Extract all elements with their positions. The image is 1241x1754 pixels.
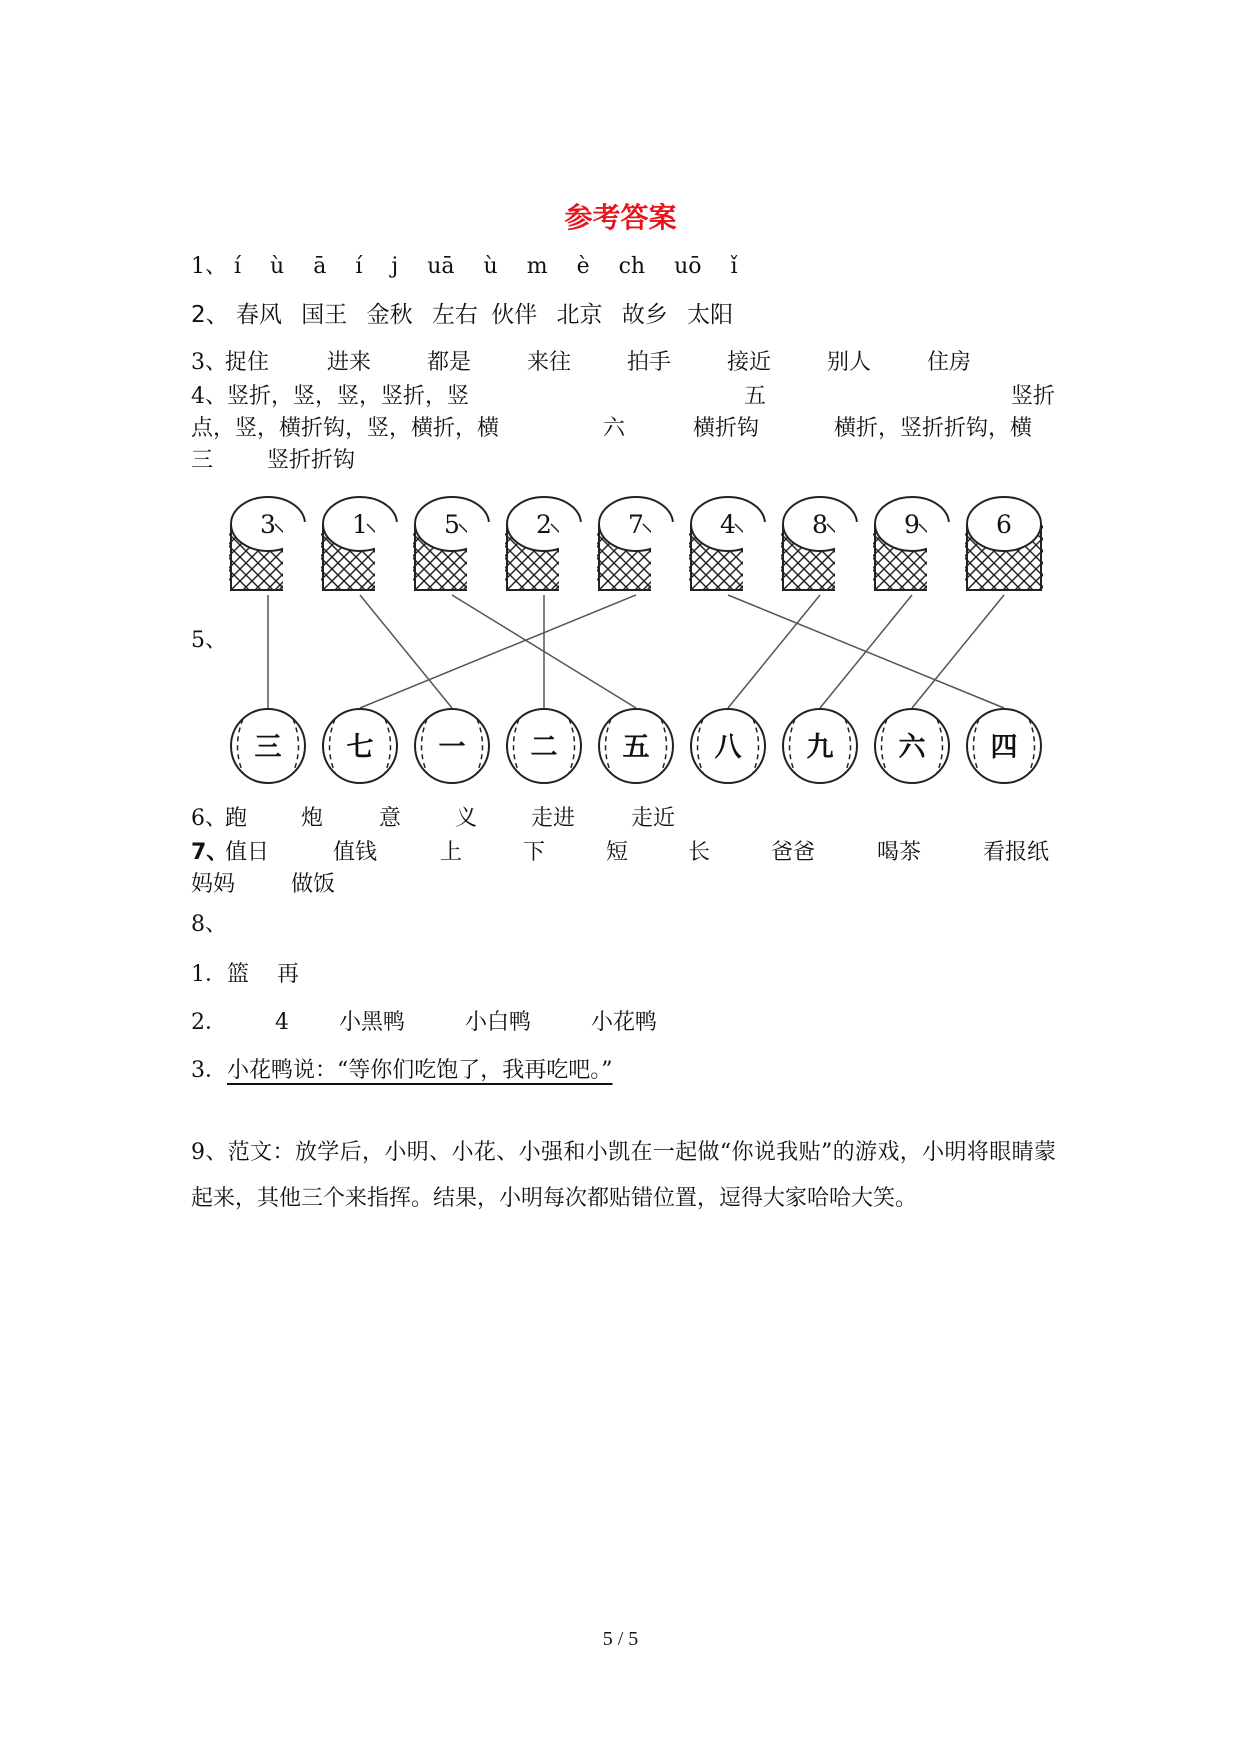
q8-sub-num: 3．	[191, 1058, 227, 1083]
q8-item: 篮	[227, 962, 250, 987]
q2-item: 金秋	[366, 302, 413, 328]
ball	[691, 709, 765, 783]
ball-character: 一	[438, 732, 466, 763]
page-title: 参考答案	[564, 201, 677, 234]
question-7-line-2	[191, 872, 336, 897]
q7-item: 爸爸	[771, 840, 816, 865]
q8-item: 再	[277, 962, 300, 987]
ball	[231, 709, 305, 783]
q7-item: 做饭	[291, 872, 336, 897]
basket-number: 6	[996, 510, 1012, 539]
q8-item: 4	[275, 1010, 289, 1035]
q7-item: 下	[523, 840, 546, 865]
q3-item: 进来	[327, 350, 372, 375]
basket-number: 8	[812, 510, 828, 539]
q4-text: 横折，竖折折钩，横	[834, 416, 1033, 441]
q2-item: 太阳	[687, 302, 734, 328]
match-line	[360, 595, 636, 708]
q3-item: 住房	[927, 350, 972, 375]
q6-item: 义	[455, 806, 478, 831]
q7-item: 短	[606, 840, 629, 865]
basket-number: 2	[536, 510, 552, 539]
q1-item: í	[355, 254, 363, 279]
match-line	[360, 595, 452, 708]
match-line	[912, 595, 1004, 708]
q8-item: 小花鸭	[591, 1010, 658, 1035]
q8-label: 8、	[191, 912, 227, 937]
q7-item: 长	[688, 840, 711, 865]
ball	[875, 709, 949, 783]
q1-item: ù	[270, 254, 285, 279]
ball	[323, 709, 397, 783]
q8-sub-2	[191, 1010, 658, 1035]
q6-item: 意	[379, 806, 402, 831]
basket-number: 4	[720, 510, 736, 539]
q9-label: 9、	[191, 1140, 228, 1165]
q4-text: 六	[603, 416, 626, 441]
q6-item: 走近	[631, 806, 676, 831]
q7-item: 上	[440, 840, 463, 865]
question-1	[191, 256, 760, 278]
basket-number: 7	[628, 510, 644, 539]
q8-item: 小白鸭	[465, 1010, 532, 1035]
q7-item: 妈妈	[191, 872, 236, 897]
q3-item: 捉住	[225, 350, 270, 375]
basket-number: 3	[260, 510, 276, 539]
q4-text: 三	[191, 448, 214, 473]
basket-number: 1	[352, 510, 368, 539]
q1-item: ǐ	[730, 254, 738, 279]
ball-character: 八	[714, 732, 742, 763]
q1-item: m	[526, 254, 548, 279]
ball-character: 七	[346, 732, 374, 763]
match-line	[728, 595, 820, 708]
q7-item: 喝茶	[877, 840, 922, 865]
basket-number: 9	[904, 510, 920, 539]
q8-sub-1	[191, 962, 300, 987]
question-6	[191, 806, 676, 831]
q8-sub-num: 2．	[191, 1010, 227, 1035]
q3-item: 都是	[427, 350, 472, 375]
q2-item: 春风	[235, 302, 282, 328]
q2-item: 北京	[556, 302, 603, 328]
q7-item: 值钱	[333, 840, 378, 865]
q4-text: 点，竖，横折钩，竖，横折，横	[191, 416, 500, 441]
ball-character: 五	[622, 732, 650, 763]
question-2	[191, 304, 745, 327]
q1-item: ā	[313, 254, 327, 279]
question-3	[191, 350, 972, 375]
q2-item: 国王	[301, 302, 348, 328]
q8-sub-3-answer: 小花鸭说：“等你们吃饱了，我再吃吧。”	[227, 1058, 613, 1083]
q4-text: 竖折折钩	[267, 448, 356, 473]
q6-item: 跑	[225, 806, 248, 831]
q3-item: 接近	[727, 350, 772, 375]
q2-item: 故乡	[621, 302, 668, 328]
q4-text: 横折钩	[693, 416, 760, 441]
q8-sub-3	[191, 1060, 613, 1082]
q1-item: í	[234, 254, 242, 279]
q3-label: 3、	[191, 350, 227, 375]
q9-essay: 范文：放学后，小明、小花、小强和小凯在一起做“你说我贴”的游戏，小明将眼睛蒙起来，其他三个来指挥。结果，小明每次都贴错位置，逗得大家哈哈大笑。	[191, 1140, 1057, 1211]
q3-item: 来往	[527, 350, 572, 375]
q4-text: 五	[744, 384, 767, 409]
q8-item: 小黑鸭	[339, 1010, 406, 1035]
ball	[507, 709, 581, 783]
ball	[783, 709, 857, 783]
ball-character: 二	[530, 732, 558, 763]
page-number: 5 / 5	[602, 1628, 639, 1650]
matching-diagram	[220, 492, 1060, 792]
q7-item: 看报纸	[983, 840, 1050, 865]
q7-label: 7、	[191, 840, 229, 865]
basket-number: 5	[444, 510, 460, 539]
q2-item: 左右	[431, 302, 478, 328]
q6-label: 6、	[191, 806, 227, 831]
q4-text: 竖折，竖，竖，竖折，竖	[227, 384, 470, 409]
q1-item: uō	[674, 254, 702, 279]
q6-item: 走进	[531, 806, 576, 831]
ball	[415, 709, 489, 783]
question-4-line-2	[191, 416, 1033, 441]
q1-item: ù	[483, 254, 498, 279]
q1-item: è	[576, 254, 590, 279]
question-4-line-1	[191, 384, 1056, 409]
ball	[967, 709, 1041, 783]
question-9	[191, 1130, 1056, 1222]
q3-item: 拍手	[627, 350, 672, 375]
q5-label: 5、	[191, 628, 227, 653]
ball-character: 九	[806, 732, 834, 763]
q2-item: 伙伴	[491, 302, 538, 328]
ball-character: 三	[254, 732, 282, 763]
ball-character: 四	[990, 732, 1018, 763]
question-4-line-3	[191, 448, 356, 473]
q8-sub-num: 1．	[191, 962, 227, 987]
match-line	[820, 595, 912, 708]
q1-item: ch	[618, 254, 646, 279]
q2-label: 2、	[191, 302, 229, 328]
q4-text: 竖折	[1011, 384, 1056, 409]
ball-character: 六	[898, 732, 926, 763]
q1-item: j	[391, 254, 399, 279]
question-7-line-1	[191, 840, 1050, 865]
q6-item: 炮	[301, 806, 324, 831]
q7-item: 值日	[225, 840, 270, 865]
q1-label: 1、	[191, 254, 227, 279]
ball	[599, 709, 673, 783]
q1-item: uā	[427, 254, 455, 279]
q3-item: 别人	[827, 350, 872, 375]
q4-label: 4、	[191, 384, 227, 409]
